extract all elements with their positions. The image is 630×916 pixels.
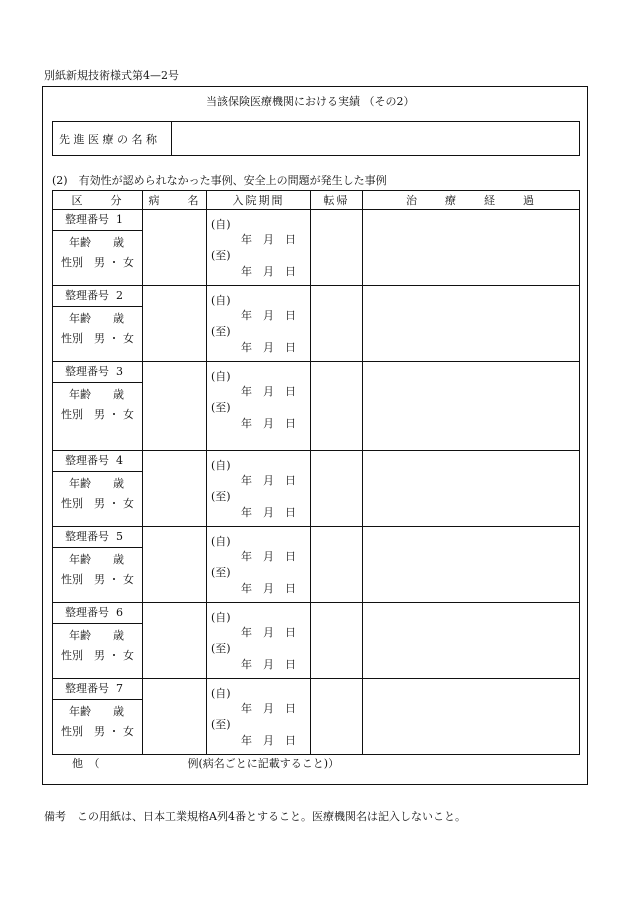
header-category: 区 分 [53,191,143,210]
disease-cell[interactable] [143,451,207,527]
period-from-date: 年 月 日 [241,626,296,639]
period-from: (自) [211,294,231,307]
age-label: 年齢 歳 [69,388,124,401]
period-from: (自) [211,370,231,383]
outcome-cell[interactable] [311,679,363,755]
table-row [53,451,580,527]
registration-number: 整理番号 6 [53,603,142,624]
period-to-date: 年 月 日 [241,582,296,595]
period-from-date: 年 月 日 [241,474,296,487]
outcome-cell[interactable] [311,603,363,679]
period-cell[interactable] [207,603,311,679]
period-to: (至) [211,401,231,414]
category-cell [53,603,143,679]
period-from: (自) [211,459,231,472]
advanced-medical-name-box [52,121,580,156]
disease-cell[interactable] [143,679,207,755]
category-cell [53,527,143,603]
period-to-date: 年 月 日 [241,265,296,278]
period-cell[interactable] [207,286,311,362]
course-cell[interactable] [363,362,580,451]
registration-number: 整理番号 3 [53,362,142,383]
category-cell [53,451,143,527]
disease-cell[interactable] [143,362,207,451]
period-to: (至) [211,642,231,655]
form-title: 当該保険医療機関における実績 （その2） [206,95,415,108]
course-cell[interactable] [363,210,580,286]
period-to: (至) [211,490,231,503]
age-label: 年齢 歳 [69,236,124,249]
disease-cell[interactable] [143,210,207,286]
sex-label: 性別 男 ・ 女 [61,332,134,345]
period-to-date: 年 月 日 [241,506,296,519]
period-to: (至) [211,718,231,731]
header-course: 治 療 経 過 [363,191,580,210]
outcome-cell[interactable] [311,286,363,362]
case-table [52,190,580,755]
period-to-date: 年 月 日 [241,658,296,671]
header-outcome: 転帰 [311,191,363,210]
disease-cell[interactable] [143,603,207,679]
table-row [53,527,580,603]
period-from: (自) [211,611,231,624]
other-cases-line: 他 （ 例(病名ごとに記載すること)） [72,757,340,770]
period-cell[interactable] [207,362,311,451]
age-label: 年齢 歳 [69,629,124,642]
table-row [53,603,580,679]
age-label: 年齢 歳 [69,705,124,718]
period-from: (自) [211,535,231,548]
course-cell[interactable] [363,286,580,362]
period-to-date: 年 月 日 [241,734,296,747]
header-disease: 病 名 [143,191,207,210]
section-heading: (2) 有効性が認められなかった事例、安全上の問題が発生した事例 [52,174,387,187]
table-row [53,286,580,362]
table-row [53,210,580,286]
table-header-row [53,191,580,210]
period-to: (至) [211,249,231,262]
sex-label: 性別 男 ・ 女 [61,497,134,510]
registration-number-value: 3 [116,365,123,378]
age-label: 年齢 歳 [69,553,124,566]
period-to-date: 年 月 日 [241,417,296,430]
category-cell [53,286,143,362]
registration-number: 整理番号 4 [53,451,142,472]
advanced-medical-name-label: 先 進 医 療 の 名 称 [59,133,157,146]
course-cell[interactable] [363,451,580,527]
course-cell[interactable] [363,679,580,755]
age-label: 年齢 歳 [69,312,124,325]
registration-number-value: 1 [116,213,123,226]
registration-number-value: 5 [116,530,123,543]
table-row [53,362,580,451]
sex-label: 性別 男 ・ 女 [61,256,134,269]
outcome-cell[interactable] [311,362,363,451]
registration-number-value: 6 [116,606,123,619]
period-from-date: 年 月 日 [241,702,296,715]
sex-label: 性別 男 ・ 女 [61,649,134,662]
period-from-date: 年 月 日 [241,233,296,246]
period-cell[interactable] [207,527,311,603]
period-cell[interactable] [207,210,311,286]
category-cell [53,210,143,286]
form-number: 別紙新規技術様式第4—2号 [44,69,179,82]
period-from-date: 年 月 日 [241,385,296,398]
course-cell[interactable] [363,527,580,603]
header-period: 入院期間 [207,191,311,210]
registration-number-value: 2 [116,289,123,302]
registration-number-value: 7 [116,682,123,695]
sex-label: 性別 男 ・ 女 [61,408,134,421]
registration-number-value: 4 [116,454,123,467]
sex-label: 性別 男 ・ 女 [61,725,134,738]
footnote: 備考 この用紙は、日本工業規格A列4番とすること。医療機関名は記入しないこと。 [44,810,466,823]
registration-number: 整理番号 2 [53,286,142,307]
table-row [53,679,580,755]
period-from-date: 年 月 日 [241,309,296,322]
period-cell[interactable] [207,679,311,755]
outcome-cell[interactable] [311,210,363,286]
disease-cell[interactable] [143,527,207,603]
disease-cell[interactable] [143,286,207,362]
period-to-date: 年 月 日 [241,341,296,354]
registration-number: 整理番号 5 [53,527,142,548]
category-cell [53,362,143,451]
period-cell[interactable] [207,451,311,527]
outcome-cell[interactable] [311,451,363,527]
period-from-date: 年 月 日 [241,550,296,563]
course-cell[interactable] [363,603,580,679]
sex-label: 性別 男 ・ 女 [61,573,134,586]
registration-number: 整理番号 1 [53,210,142,231]
period-from: (自) [211,218,231,231]
period-from: (自) [211,687,231,700]
outcome-cell[interactable] [311,527,363,603]
registration-number: 整理番号 7 [53,679,142,700]
period-to: (至) [211,566,231,579]
period-to: (至) [211,325,231,338]
age-label: 年齢 歳 [69,477,124,490]
category-cell [53,679,143,755]
